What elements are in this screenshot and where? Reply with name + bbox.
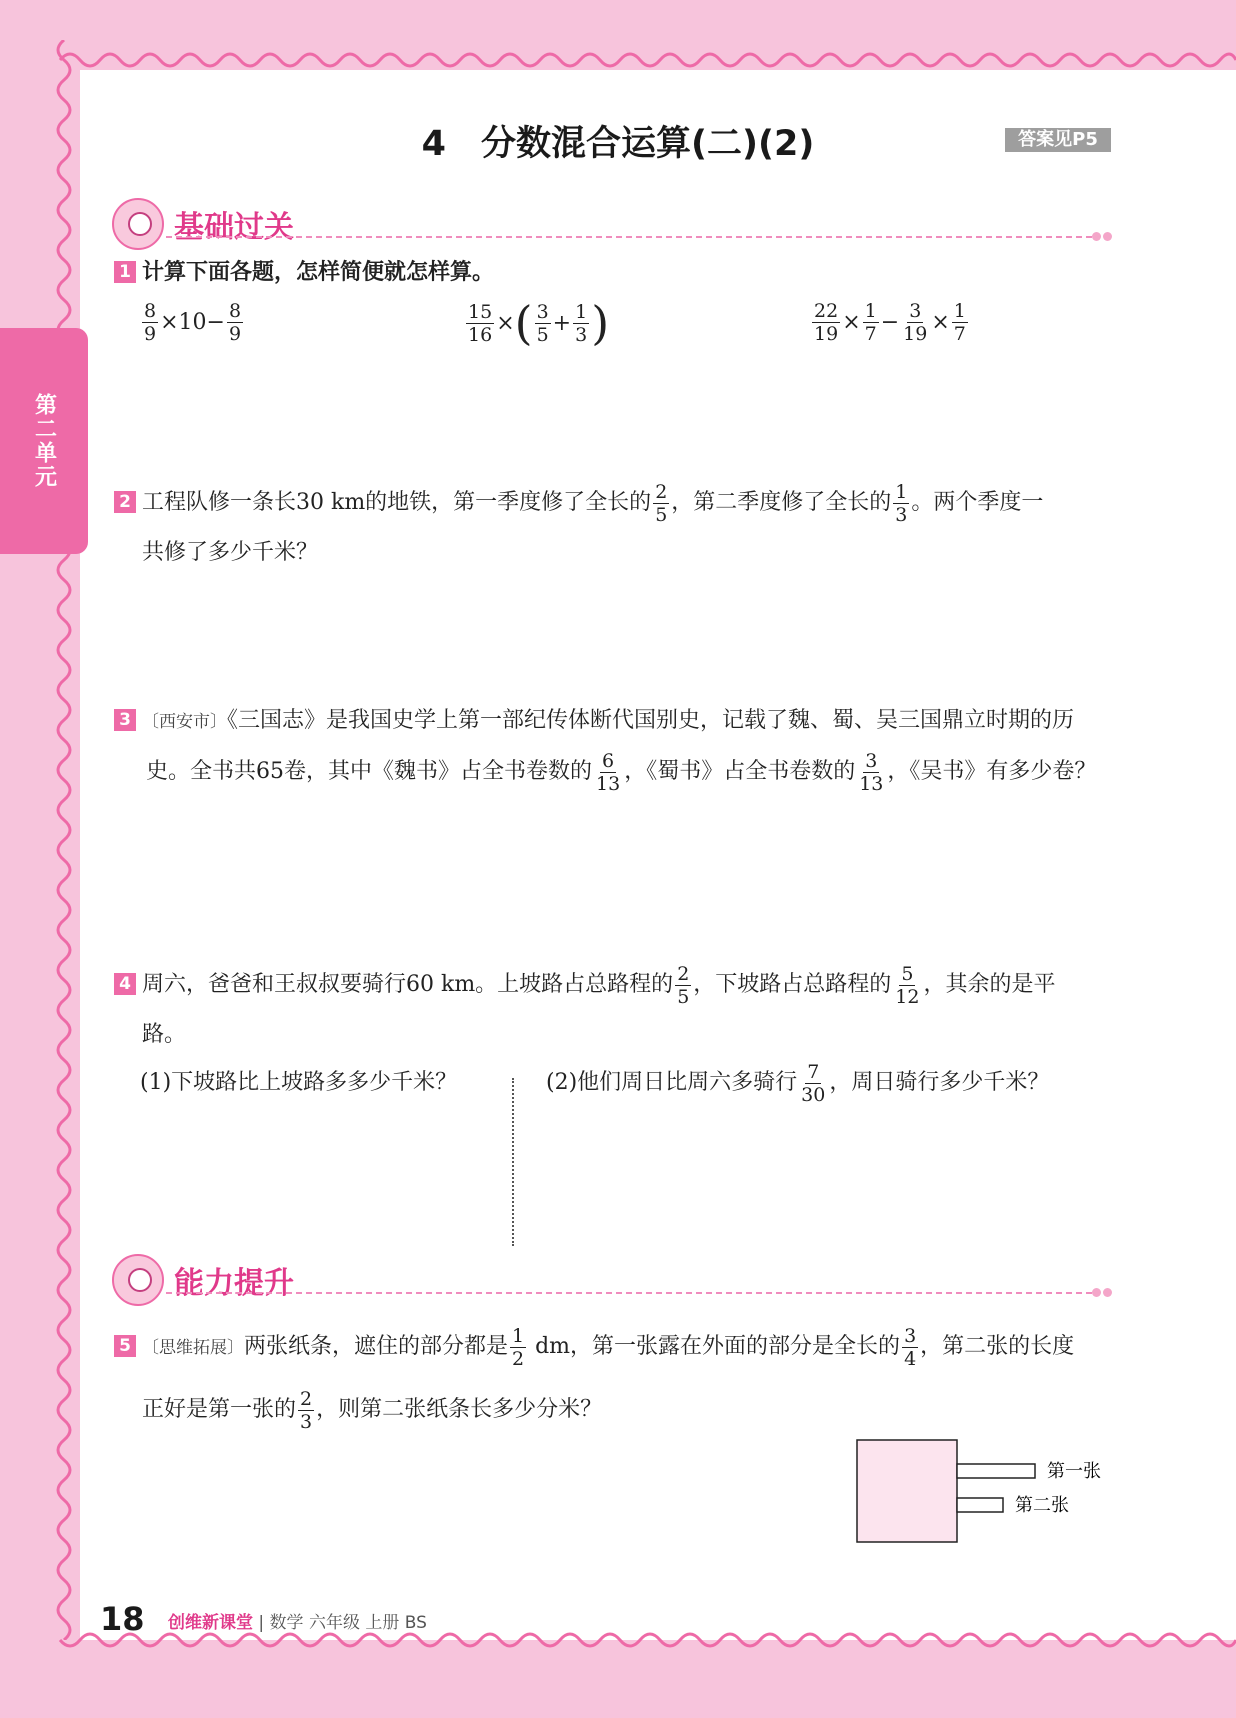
strip-1 [957, 1464, 1035, 1478]
section-header-basic [112, 196, 1112, 254]
question-text-line2: 路。 [142, 1022, 187, 1047]
question-number: 5 [114, 1335, 136, 1357]
source-tag: 〔思维拓展〕 [142, 1338, 244, 1358]
mascot-icon [112, 198, 164, 250]
strip-1-label: 第一张 [1047, 1461, 1101, 1482]
question-text: ，《吴书》有多少卷？ [887, 759, 1097, 784]
expression-3 [810, 300, 970, 345]
question-text: ，则第二张纸条长多少分米？ [316, 1397, 603, 1422]
question-text: 周六，爸爸和王叔叔要骑行60 km。上坡路占总路程的 [142, 972, 674, 997]
fraction: $\frac{8}{9}$ [228, 300, 242, 345]
sub-question-2 [546, 1058, 1106, 1108]
fraction: $\frac{2}{5}$ [655, 480, 668, 526]
question-3 [114, 696, 1114, 797]
page-title: 4 分数混合运算(二)(2) [421, 124, 815, 164]
question-number: 3 [114, 709, 136, 731]
question-text: ，第二张的长度 [920, 1334, 1075, 1359]
dashed-divider [166, 236, 1092, 238]
fraction: $\frac{1}{2}$ [512, 1324, 525, 1370]
question-text: 工程队修一条长30 km的地铁，第一季度修了全长的 [142, 490, 652, 515]
dots-decoration [1090, 1282, 1112, 1301]
operator: × [496, 310, 515, 336]
operator: × [931, 310, 950, 335]
section-header-advanced [112, 1252, 1112, 1310]
question-number: 4 [114, 973, 136, 995]
section-title-advanced: 能力提升 [174, 1266, 294, 1301]
question-number: 1 [114, 261, 136, 283]
fraction: $\frac{1}{3}$ [895, 480, 908, 526]
fraction: $\frac{2}{5}$ [677, 962, 690, 1008]
book-info: | 数学 六年级 上册 BS [258, 1613, 427, 1633]
strip-2 [957, 1498, 1003, 1512]
unit-side-tab [0, 328, 88, 554]
question-text: dm，第一张露在外面的部分是全长的 [528, 1334, 901, 1359]
fraction: $\frac{8}{9}$ [144, 300, 157, 345]
brand-name: 创维新课堂 [168, 1613, 253, 1633]
wavy-border-bottom [0, 1628, 1236, 1668]
question-5 [114, 1316, 1114, 1441]
fraction: $\frac{5}{12}$ [895, 962, 920, 1008]
dots-decoration [1090, 226, 1112, 245]
paper-strips-figure [855, 1438, 1125, 1548]
question-text-line2: 共修了多少千米？ [142, 540, 319, 565]
page-number: 18 [100, 1600, 145, 1638]
cover-block [857, 1440, 957, 1542]
dotted-divider [512, 1078, 514, 1246]
mascot-icon [112, 1254, 164, 1306]
fraction: $\frac{22}{19}$ [814, 300, 839, 345]
question-text: (2)他们周日比周六多骑行 [546, 1070, 798, 1095]
fraction: $\frac{3}{19}$ [903, 300, 928, 345]
wavy-border-left [44, 40, 84, 1640]
question-text: 两张纸条，遮住的部分都是 [244, 1334, 509, 1359]
question-text: ，《蜀书》占全书卷数的 [624, 759, 856, 784]
strip-2-label: 第二张 [1015, 1495, 1069, 1516]
answer-reference-badge: 答案见P5 [1005, 128, 1111, 152]
question-text: ，其余的是平 [923, 972, 1056, 997]
fraction: $\frac{15}{16}$ [468, 300, 493, 346]
operator: + [552, 310, 572, 336]
fraction: $\frac{7}{30}$ [801, 1060, 826, 1106]
question-text: ，周日骑行多少千米？ [829, 1070, 1050, 1095]
question-4 [114, 960, 1114, 1060]
operator: − [880, 310, 900, 335]
fraction: $\frac{1}{7}$ [953, 300, 966, 345]
question-text: 计算下面各题，怎样简便就怎样算。 [142, 260, 495, 285]
question-text: ，第二季度修了全长的 [671, 490, 892, 515]
unit-label: 第二单元 [31, 393, 57, 489]
fraction: $\frac{3}{4}$ [904, 1324, 917, 1370]
question-2 [114, 478, 1114, 578]
fraction: $\frac{3}{13}$ [859, 749, 884, 795]
dashed-divider [166, 1292, 1092, 1294]
question-text: ，下坡路占总路程的 [693, 972, 892, 997]
fraction: $\frac{3}{5}$ [536, 300, 549, 346]
fraction: $\frac{6}{13}$ [596, 749, 621, 795]
expression-text: ×10− [160, 310, 225, 335]
fraction: $\frac{2}{3}$ [300, 1387, 313, 1433]
operator: × [842, 310, 861, 335]
question-text: 史。全书共65卷，其中《魏书》占全书卷数的 [146, 759, 592, 784]
question-number: 2 [114, 491, 136, 513]
question-text: 《三国志》是我国史学上第一部纪传体断代国别史，记载了魏、蜀、吴三国鼎立时期的历 [227, 708, 1075, 733]
expression-2: $\frac{15}{16}$ × ( $\frac{3}{5}$ + $\frac{1}{3}$ ) [468, 296, 610, 350]
fraction: $\frac{1}{7}$ [864, 300, 877, 345]
question-1 [114, 248, 1114, 298]
section-title-basic: 基础过关 [174, 210, 294, 245]
footer-info [168, 1608, 427, 1633]
source-tag: 〔西安市〕 [142, 712, 227, 732]
fraction: $\frac{1}{3}$ [575, 300, 588, 346]
question-text: 。两个季度一 [911, 490, 1044, 515]
expression-1 [140, 300, 245, 345]
sub-question-1: (1)下坡路比上坡路多多少千米？ [140, 1070, 458, 1095]
question-text: 正好是第一张的 [142, 1397, 297, 1422]
